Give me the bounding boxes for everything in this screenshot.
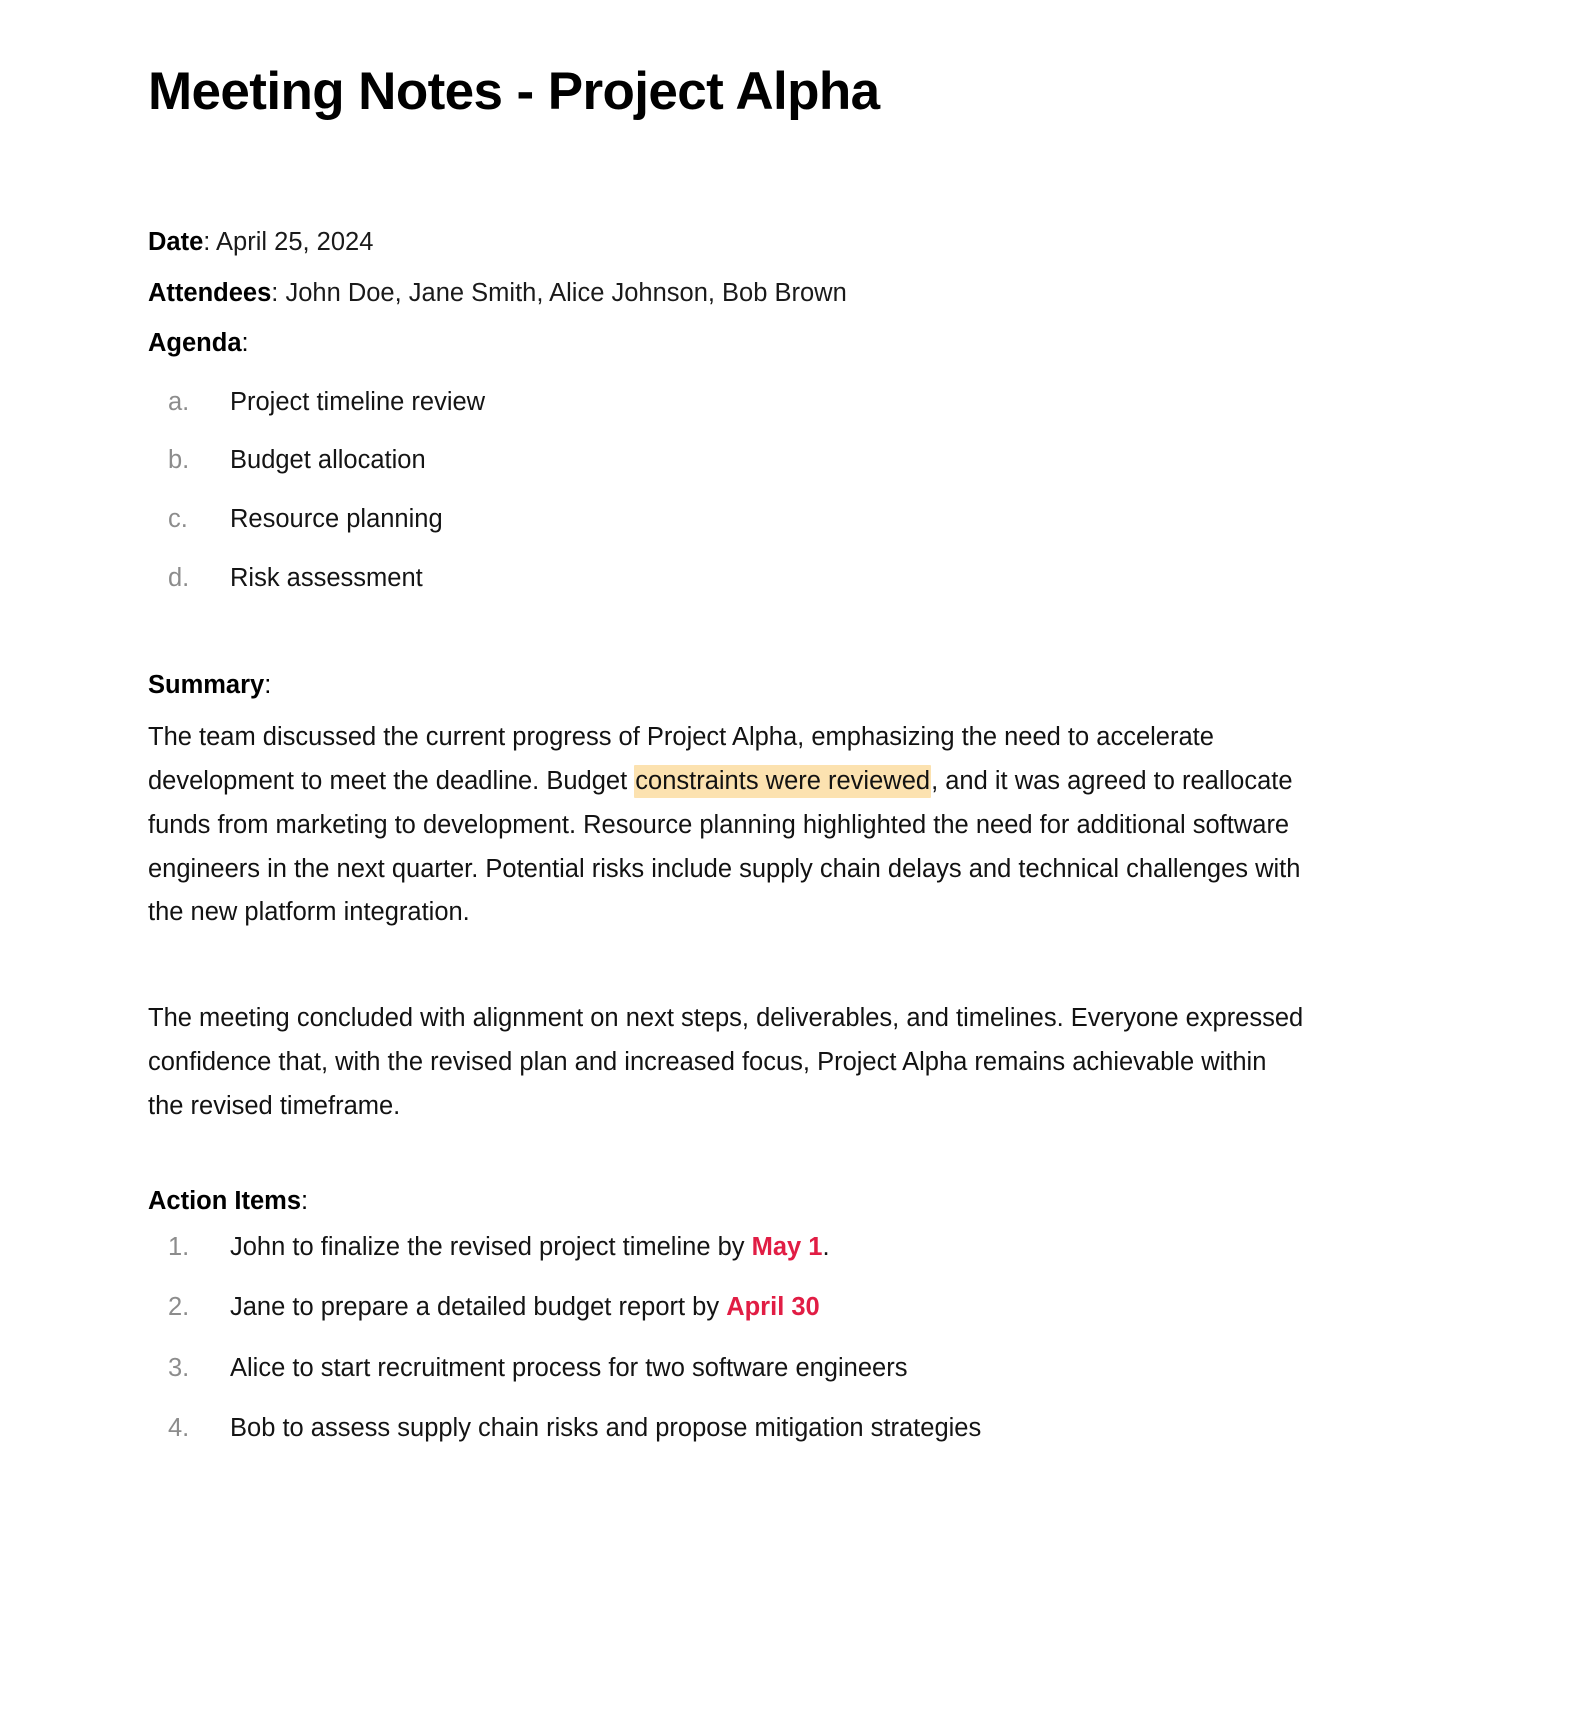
meta-date-label: Date	[148, 228, 204, 257]
action-items-heading-label: Action Items	[148, 1186, 302, 1215]
agenda-heading-label: Agenda	[148, 329, 242, 358]
action-items-list	[148, 1232, 1422, 1444]
meta-attendees-line	[148, 268, 1422, 318]
list-item	[148, 563, 1422, 594]
spacer	[148, 593, 1422, 665]
list-marker: 3.	[168, 1353, 190, 1382]
highlighted-text: constraints were reviewed	[634, 765, 931, 798]
summary-heading-label: Summary	[148, 671, 265, 700]
page-title: Meeting Notes - Project Alpha	[148, 62, 880, 121]
list-item	[148, 1353, 1422, 1384]
list-marker: c.	[168, 505, 188, 533]
meta-date-separator: :	[203, 228, 217, 257]
agenda-heading	[148, 318, 1422, 368]
list-marker: 2.	[168, 1293, 190, 1322]
meta-block	[148, 217, 1422, 368]
list-marker: a.	[168, 387, 190, 416]
list-item-label: Risk assessment	[230, 563, 423, 592]
action-item-date: May 1	[751, 1232, 823, 1261]
list-item	[148, 445, 1422, 476]
meta-attendees-value: John Doe, Jane Smith, Alice Johnson, Bob Brown	[285, 278, 847, 307]
list-item	[148, 504, 1422, 535]
list-item	[148, 387, 1422, 418]
list-item	[148, 1413, 1422, 1444]
meta-attendees-label: Attendees	[148, 278, 272, 307]
meta-attendees-separator: :	[271, 278, 286, 307]
summary-paragraph-1	[148, 716, 1308, 935]
list-item	[148, 1292, 1422, 1323]
action-item-text-tail: .	[822, 1232, 830, 1261]
agenda-heading-separator: :	[241, 329, 249, 358]
action-item-text: Bob to assess supply chain risks and propose mitigation strategies	[230, 1414, 982, 1443]
action-item-text: Alice to start recruitment process for two software engineers	[230, 1353, 908, 1382]
summary-text-before-highlight: The team discussed the current progress of Project Alpha, emphasizing the need to accelerate development to meet the deadline. Budget	[148, 722, 1214, 795]
action-items-heading-separator: :	[301, 1186, 309, 1215]
summary-heading	[148, 665, 1422, 706]
list-marker: 1.	[168, 1232, 190, 1261]
list-item-label: Project timeline review	[230, 387, 486, 416]
list-marker: b.	[168, 446, 190, 475]
list-item-label: Budget allocation	[230, 446, 426, 475]
summary-text-after-highlight: , and it was agreed to reallocate funds from marketing to development. Resource planning highlighted the need for additional software engineers in the next quarter. Potential risks include supply chain delays and technical challenges with the new platform integration.	[148, 766, 1301, 927]
meta-date-value: April 25, 2024	[216, 228, 374, 257]
summary-heading-separator: :	[264, 671, 272, 700]
spacer	[148, 369, 1422, 383]
action-item-text: Jane to prepare a detailed budget report by	[230, 1293, 727, 1322]
meta-date-line	[148, 217, 1422, 267]
action-item-text: John to finalize the revised project timeline by	[230, 1232, 752, 1261]
list-item	[148, 1232, 1422, 1263]
agenda-list	[148, 387, 1422, 593]
list-marker: d.	[168, 563, 190, 592]
list-marker: 4.	[168, 1414, 190, 1443]
summary-paragraph-2: The meeting concluded with alignment on next steps, deliverables, and timelines. Everyone expressed confidence that, with the revised plan and increased focus, Project Alpha remains achievable within the revised timeframe.	[148, 1004, 1304, 1120]
action-items-heading	[148, 1181, 1422, 1222]
spacer	[148, 935, 1422, 987]
action-item-date: April 30	[726, 1293, 820, 1322]
spacer	[148, 1129, 1422, 1181]
list-item-label: Resource planning	[230, 505, 443, 533]
